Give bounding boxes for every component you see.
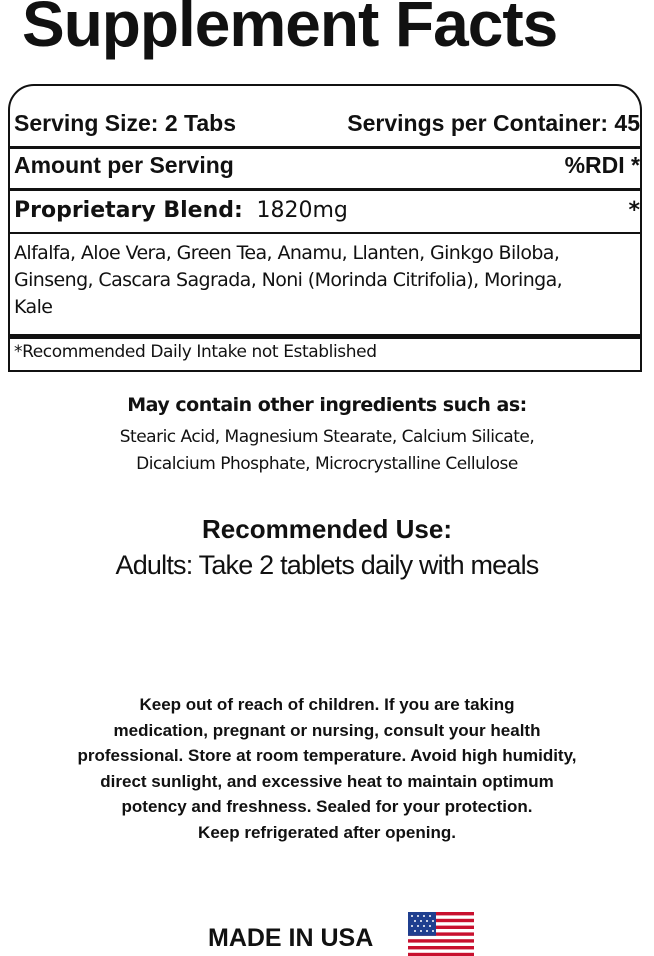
- blend-row: [14, 198, 640, 223]
- blend-rdi: *: [628, 198, 640, 223]
- amount-header-row: [14, 152, 640, 179]
- warning-text: [0, 692, 654, 845]
- other-ingredients-list: [0, 424, 654, 478]
- recommended-use-text: Adults: Take 2 tablets daily with meals: [115, 550, 539, 580]
- warning-line: potency and freshness. Sealed for your protection.: [121, 797, 533, 816]
- serving-row: [14, 110, 640, 137]
- recommended-use-heading: Recommended Use:: [202, 514, 452, 544]
- amount-per-serving-label: Amount per Serving: [14, 152, 234, 178]
- warning-line: Keep refrigerated after opening.: [198, 822, 456, 842]
- other-ingredients-line: Dicalcium Phosphate, Microcrystalline Cellulose: [136, 454, 518, 474]
- ingredients-line: Alfalfa, Aloe Vera, Green Tea, Anamu, Llanten, Ginkgo Biloba,: [14, 242, 560, 264]
- ingredients-line: Ginseng, Cascara Sagrada, Noni (Morinda Citrifolia), Moringa,: [14, 269, 563, 291]
- divider-thick: [10, 146, 640, 149]
- divider-heavy: [10, 334, 640, 339]
- made-in-usa-label: MADE IN USA: [208, 924, 374, 952]
- us-flag-icon: [408, 912, 474, 956]
- servings-per-container: Servings per Container: 45: [347, 110, 640, 136]
- other-ingredients-line: Stearic Acid, Magnesium Stearate, Calcium Silicate,: [119, 427, 535, 447]
- warning-line: direct sunlight, and excessive heat to maintain optimum: [100, 771, 554, 791]
- warning-line: Keep out of reach of children. If you are taking: [139, 695, 515, 714]
- warning-line: professional. Store at room temperature. Avoid high humidity,: [77, 746, 577, 765]
- ingredients-list: [14, 240, 638, 321]
- warning-line: medication, pregnant or nursing, consult your health: [113, 720, 541, 740]
- blend-name: Proprietary Blend:: [14, 198, 243, 223]
- serving-size: Serving Size: 2 Tabs: [14, 110, 236, 136]
- other-ingredients-heading: May contain other ingredients such as:: [127, 394, 527, 416]
- divider-thick-2: [10, 188, 640, 191]
- ingredients-line: Kale: [14, 296, 53, 318]
- blend-amount: 1820mg: [256, 198, 348, 223]
- rdi-footnote: *Recommended Daily Intake not Established: [14, 342, 377, 362]
- rdi-header: %RDI *: [564, 152, 640, 178]
- divider-thin: [10, 232, 640, 234]
- page-title: Supplement Facts: [22, 0, 558, 60]
